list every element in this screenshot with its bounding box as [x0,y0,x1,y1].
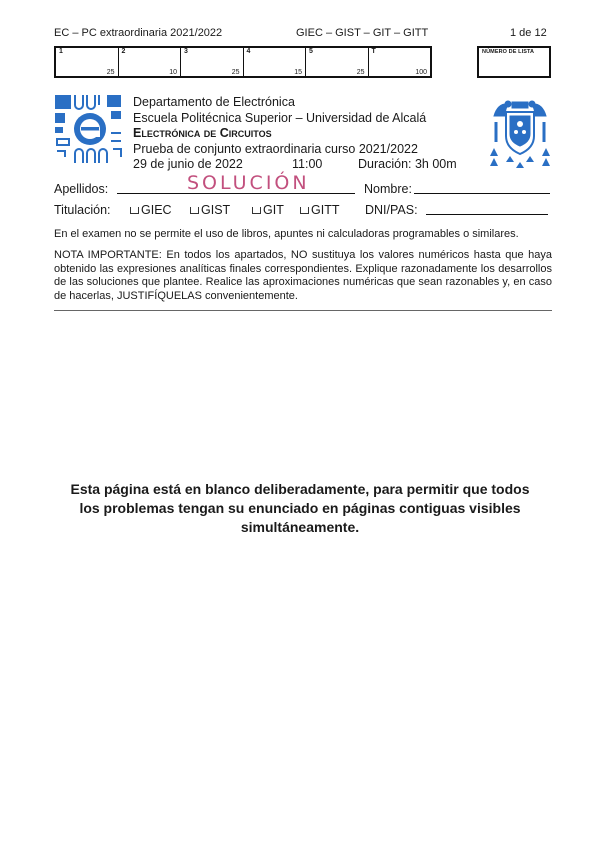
exam-duration: Duración: 3h 00m [358,157,457,171]
nombre-field[interactable] [414,193,550,194]
separator-line [54,310,552,311]
important-note: NOTA IMPORTANTE: En todos los apartados, NO sustituya los valores numéricos hasta que haya obtenido las expresiones analíticas finales correspondientes. Explique razonadamente los desarrollos de las soluciones que plantee. Realice las aproximaciones numéricas que sean razonables y, en caso de hacerlas, JUSTIFÍQUELAS convenientemente. [54,249,552,302]
score-table [54,46,432,78]
department-logo-icon [53,93,125,165]
header-left: EC – PC extraordinaria 2021/2022 [54,27,223,39]
score-cell[interactable]: 2 10 [119,48,182,76]
university-crest-icon [484,94,556,170]
degree-option-gitt[interactable]: GITT [300,203,339,217]
department-name: Departamento de Electrónica [133,95,295,109]
checkbox-icon[interactable] [252,207,261,214]
checkbox-icon[interactable] [190,207,199,214]
apellidos-label: Apellidos: [54,182,109,196]
dni-field[interactable] [426,214,548,215]
subject-name: Electrónica de Circuitos [133,126,272,140]
exam-date: 29 de junio de 2022 [133,157,243,171]
header-degrees: GIEC – GIST – GIT – GITT [296,27,429,39]
rules-text: En el examen no se permite el uso de libros, apuntes ni calculadoras programables o similares. [54,228,519,240]
degree-option-git[interactable]: GIT [252,203,284,217]
score-cell[interactable]: 3 25 [181,48,244,76]
degree-option-giec[interactable]: GIEC [130,203,172,217]
checkbox-icon[interactable] [130,207,139,214]
score-cell[interactable]: 4 15 [244,48,307,76]
school-name: Escuela Politécnica Superior – Universidad de Alcalá [133,111,427,125]
page-number: 1 de 12 [510,27,547,39]
blank-page-notice: Esta página está en blanco deliberadamente, para permitir que todos los problemas tengan su enunciado en páginas contiguas visibles simultáneamente. [70,481,530,535]
apellidos-handwritten: SOLUCIÓN [187,172,310,194]
score-cell[interactable]: 5 25 [306,48,369,76]
exam-name: Prueba de conjunto extraordinaria curso 2021/2022 [133,142,418,156]
exam-time: 11:00 [292,157,323,171]
numero-lista-box[interactable]: NÚMERO DE LISTA [477,46,551,78]
checkbox-icon[interactable] [300,207,309,214]
degree-option-gist[interactable]: GIST [190,203,230,217]
nombre-label: Nombre: [364,182,412,196]
titulacion-label: Titulación: [54,203,111,217]
dni-label: DNI/PAS: [365,203,418,217]
score-cell[interactable]: 1 25 [56,48,119,76]
score-cell-total[interactable]: T 100 [371,48,427,76]
